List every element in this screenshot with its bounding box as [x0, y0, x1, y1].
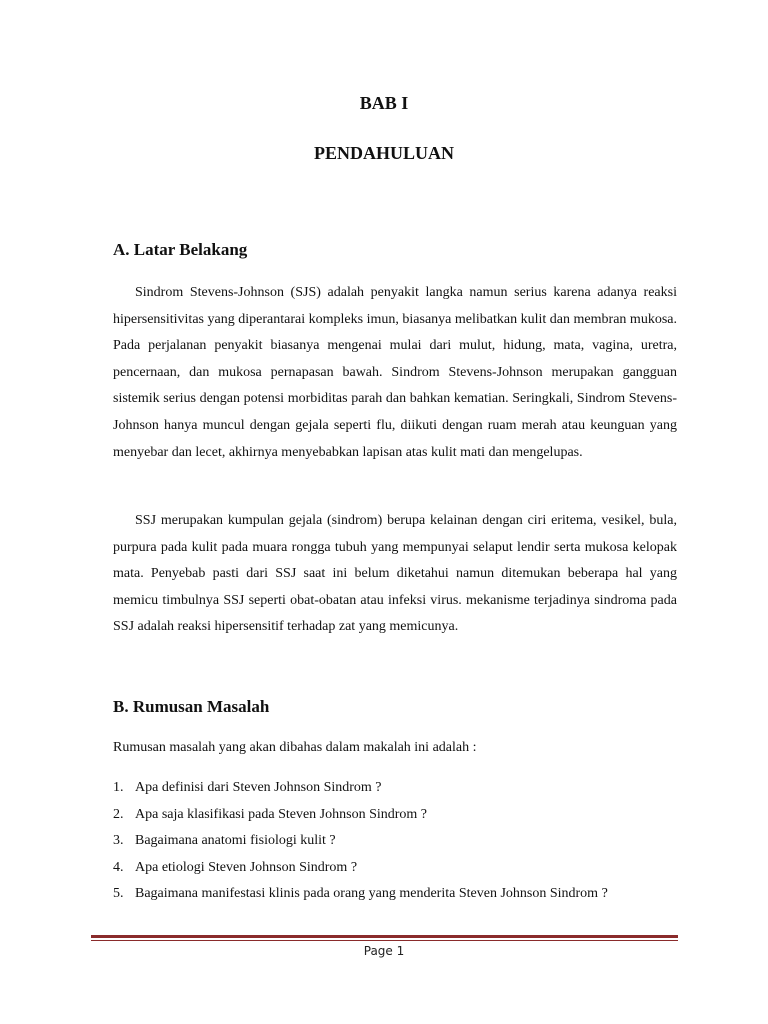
- list-item: [113, 858, 677, 885]
- list-item-text: Bagaimana manifestasi klinis pada orang yang menderita Steven Johnson Sindrom ?: [135, 886, 608, 902]
- list-item-text: Apa definisi dari Steven Johnson Sindrom ?: [135, 780, 382, 795]
- section-heading-latar-belakang: A. Latar Belakang: [113, 240, 248, 259]
- list-item: [113, 805, 677, 832]
- page-number: Page 1: [363, 944, 405, 958]
- chapter-title: PENDAHULUAN: [313, 143, 454, 163]
- list-item-number: 5.: [113, 886, 124, 902]
- list-item-number: 1.: [113, 780, 124, 795]
- list-item-text: Apa saja klasifikasi pada Steven Johnson Sindrom ?: [135, 806, 428, 822]
- list-item-text: Apa etiologi Steven Johnson Sindrom ?: [135, 859, 358, 875]
- list-item-text: Bagaimana anatomi fisiologi kulit ?: [135, 833, 336, 849]
- footer-rule-thick: [91, 935, 678, 938]
- footer-rule-thin: [91, 940, 678, 941]
- paragraph-2: SSJ merupakan kumpulan gejala (sindrom) berupa kelainan dengan ciri eritema, vesikel, bula, purpura pada kulit pada muara rongga tubuh yang mempunyai selaput lendir serta mukosa kelopak mata. Penyebab pasti dari SSJ saat ini belum diketahui namun ditemukan beberapa hal yang memicu timbulnya SSJ seperti obat-obatan atau infeksi virus. mekanisme terjadinya sindroma pada SSJ adalah reaksi hipersensitif terhadap zat yang memicunya.: [113, 513, 677, 635]
- list-item: [113, 778, 677, 805]
- list-item: [113, 884, 677, 911]
- rumusan-intro: Rumusan masalah yang akan dibahas dalam makalah ini adalah :: [113, 740, 477, 755]
- question-list: [113, 778, 677, 911]
- paragraph-1: Sindrom Stevens-Johnson (SJS) adalah penyakit langka namun serius karena adanya reaksi hipersensitivitas yang diperantarai kompleks imun, biasanya melibatkan kulit dan membran mukosa. Pada perjalanan penyakit biasanya mengenai mulai dari mulut, hidung, mata, vagina, uretra, pencernaan, dan mukosa pernapasan bawah. Sindrom Stevens-Johnson merupakan gangguan sistemik serius dengan potensi morbiditas parah dan bahkan kematian. Seringkali, Sindrom Stevens-Johnson hanya muncul dengan gejala seperti flu, diikuti dengan ruam merah atau keunguan yang menyebar dan lecet, akhirnya menyebabkan lapisan atas kulit mati dan mengelupas.: [113, 285, 677, 460]
- list-item-number: 3.: [113, 833, 124, 849]
- list-item-number: 2.: [113, 806, 124, 822]
- section-heading-rumusan-masalah: B. Rumusan Masalah: [113, 697, 270, 716]
- list-item: [113, 831, 677, 858]
- list-item-number: 4.: [113, 859, 124, 875]
- chapter-number: BAB I: [359, 93, 409, 113]
